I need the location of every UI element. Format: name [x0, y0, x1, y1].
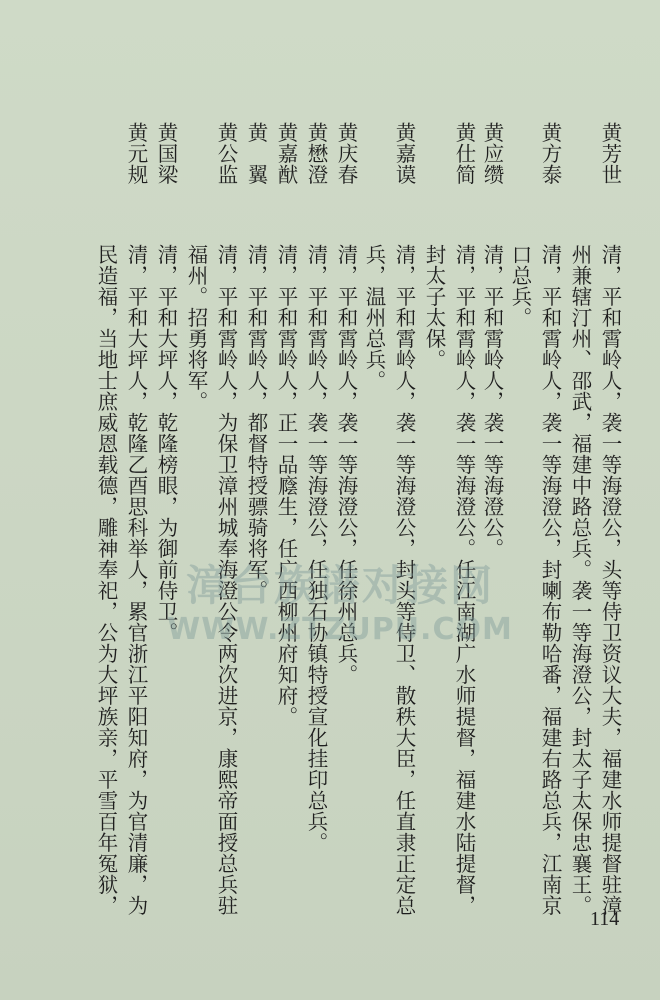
entry-huang-fangtai-line1: 清，平和霄岭人，袭一等海澄公，封喇布勒哈番，福建右路总兵，江南京	[538, 244, 562, 916]
name-huang-gongjian: 黄公监	[214, 122, 238, 185]
name-huang-jiayou: 黄嘉猷	[274, 122, 298, 185]
name-huang-yi: 黄 翼	[244, 122, 268, 185]
entry-huang-yingzan: 清，平和霄岭人，袭一等海澄公。	[480, 244, 504, 559]
entry-huang-yuangui-line2: 民造福，当地士庶威恩载德，雕神奉祀，公为大坪族亲，平雪百年冤狱，	[94, 244, 118, 916]
entry-huang-fangtai-line2: 口总兵。	[508, 244, 532, 328]
name-huang-qingchun: 黄庆春	[334, 122, 358, 185]
name-huang-jiamo: 黄嘉谟	[392, 122, 416, 185]
page-number: 114	[590, 908, 620, 930]
watermark-title: 漳台族谱对接网	[185, 561, 494, 610]
entry-huang-gongjian-line1: 清，平和霄岭人，为保卫漳州城奉海澄公令两次进京，康熙帝面授总兵驻	[214, 244, 238, 916]
entry-huang-jiamo-line1: 清，平和霄岭人，袭一等海澄公，封头等侍卫、散秩大臣，任直隶正定总	[392, 244, 416, 916]
entry-huang-shijian-line1: 清，平和霄岭人，袭一等海澄公。任江南湖广水师提督，福建水陆提督，	[452, 244, 476, 916]
watermark-url: WWW.ZTZUPU.COM	[167, 612, 513, 647]
entry-huang-guoliang: 清，平和大坪人，乾隆榜眼，为御前侍卫。	[154, 244, 178, 643]
name-huang-maocheng: 黄懋澄	[304, 122, 328, 185]
name-huang-fangshi: 黄芳世	[598, 122, 622, 185]
name-huang-yuangui: 黄元规	[124, 122, 148, 185]
entry-huang-yi: 清，平和霄岭人，都督特授骠骑将军。	[244, 244, 268, 601]
entry-huang-jiamo-line2: 兵，温州总兵。	[362, 244, 386, 391]
name-huang-shijian: 黄仕简	[452, 122, 476, 185]
entry-huang-jiayou: 清，平和霄岭人，正一品廕生，任广西柳州府知府。	[274, 244, 298, 727]
entry-huang-fangshi-line2: 州兼辖汀州、邵武，福建中路总兵。袭一等海澄公，封太子太保忠襄王。	[568, 244, 592, 916]
entry-huang-qingchun: 清，平和霄岭人，袭一等海澄公，任徐州总兵。	[334, 244, 358, 685]
entry-huang-gongjian-line2: 福州。招勇将军。	[184, 244, 208, 412]
entry-huang-maocheng: 清，平和霄岭人，袭一等海澄公，任独石协镇特授宣化挂印总兵。	[304, 244, 328, 853]
entry-huang-fangshi-line1: 清，平和霄岭人，袭一等海澄公，头等侍卫资议大夫，福建水师提督驻漳	[598, 244, 622, 916]
name-huang-yingzan: 黄应缵	[480, 122, 504, 185]
name-huang-guoliang: 黄国梁	[154, 122, 178, 185]
entry-huang-yuangui-line1: 清，平和大坪人，乾隆乙酉思科举人，累官浙江平阳知府，为官清廉，为	[124, 244, 148, 916]
name-huang-fangtai: 黄方泰	[538, 122, 562, 185]
entry-huang-shijian-line2: 封太子太保。	[422, 244, 446, 370]
